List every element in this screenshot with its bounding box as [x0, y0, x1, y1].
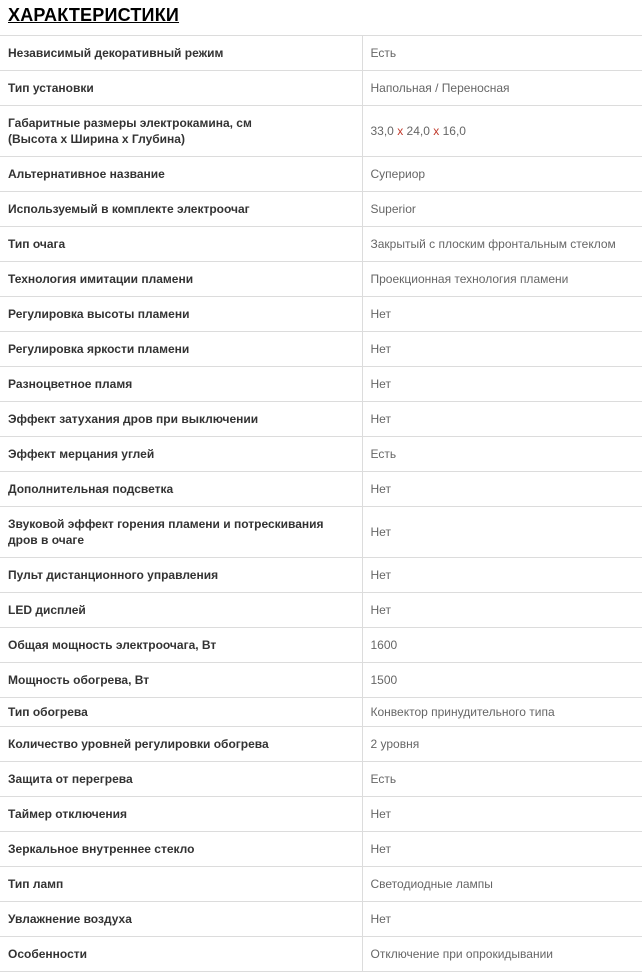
spec-row	[0, 437, 642, 472]
spec-name: Эффект мерцания углей	[0, 437, 362, 472]
spec-value: Нет	[362, 832, 642, 867]
spec-value: Напольная / Переносная	[362, 71, 642, 106]
spec-name: Увлажнение воздуха	[0, 902, 362, 937]
spec-name: Защита от перегрева	[0, 762, 362, 797]
spec-name: Зеркальное внутреннее стекло	[0, 832, 362, 867]
spec-name: Тип ламп	[0, 867, 362, 902]
spec-name: Регулировка яркости пламени	[0, 332, 362, 367]
spec-row	[0, 227, 642, 262]
spec-name-line-1: Габаритные размеры электрокамина, см	[8, 116, 252, 130]
spec-row	[0, 507, 642, 558]
spec-name: Таймер отключения	[0, 797, 362, 832]
spec-name: Особенности	[0, 937, 362, 972]
spec-name: Пульт дистанционного управления	[0, 558, 362, 593]
spec-name: Технология имитации пламени	[0, 262, 362, 297]
spec-row	[0, 192, 642, 227]
spec-value: Нет	[362, 507, 642, 558]
spec-value: Есть	[362, 762, 642, 797]
dim-separator: x	[397, 124, 404, 138]
spec-row	[0, 902, 642, 937]
spec-value: Нет	[362, 558, 642, 593]
spec-value: Нет	[362, 297, 642, 332]
spec-value: Есть	[362, 36, 642, 71]
spec-name: Независимый декоративный режим	[0, 36, 362, 71]
spec-row	[0, 762, 642, 797]
spec-value: Нет	[362, 902, 642, 937]
spec-value: Закрытый с плоским фронтальным стеклом	[362, 227, 642, 262]
spec-row	[0, 727, 642, 762]
spec-name-line-1: Звуковой эффект горения пламени и потрескивания	[8, 517, 324, 531]
spec-name: Альтернативное название	[0, 157, 362, 192]
spec-row	[0, 472, 642, 507]
spec-value: Нет	[362, 367, 642, 402]
spec-row	[0, 867, 642, 902]
spec-name-line-2: дров в очаге	[8, 533, 85, 547]
spec-row	[0, 332, 642, 367]
spec-value-dimensions	[362, 106, 642, 157]
spec-row	[0, 593, 642, 628]
spec-value: Отключение при опрокидывании	[362, 937, 642, 972]
spec-value: Супериор	[362, 157, 642, 192]
spec-row	[0, 71, 642, 106]
spec-row	[0, 36, 642, 71]
spec-name-line-2: (Высота x Ширина x Глубина)	[8, 132, 185, 146]
spec-row	[0, 628, 642, 663]
spec-name: Тип обогрева	[0, 698, 362, 727]
spec-name	[0, 106, 362, 157]
dim-width: 24,0	[406, 124, 430, 138]
spec-row	[0, 367, 642, 402]
dim-separator: x	[433, 124, 440, 138]
spec-value: Нет	[362, 593, 642, 628]
spec-value: Конвектор принудительного типа	[362, 698, 642, 727]
specs-table	[0, 35, 642, 972]
spec-value: Нет	[362, 402, 642, 437]
spec-row	[0, 797, 642, 832]
spec-name	[0, 507, 362, 558]
spec-name: Мощность обогрева, Вт	[0, 663, 362, 698]
spec-row	[0, 402, 642, 437]
spec-name: Общая мощность электроочага, Вт	[0, 628, 362, 663]
spec-row	[0, 106, 642, 157]
spec-row	[0, 698, 642, 727]
spec-value: 1600	[362, 628, 642, 663]
spec-name: Тип очага	[0, 227, 362, 262]
spec-name: Разноцветное пламя	[0, 367, 362, 402]
spec-name: Используемый в комплекте электроочаг	[0, 192, 362, 227]
spec-row	[0, 262, 642, 297]
spec-row	[0, 937, 642, 972]
spec-name: Дополнительная подсветка	[0, 472, 362, 507]
section-title: ХАРАКТЕРИСТИКИ	[8, 5, 180, 25]
spec-name: Тип установки	[0, 71, 362, 106]
spec-row	[0, 663, 642, 698]
dim-depth: 16,0	[442, 124, 466, 138]
spec-name: Эффект затухания дров при выключении	[0, 402, 362, 437]
spec-value: 2 уровня	[362, 727, 642, 762]
spec-value: Есть	[362, 437, 642, 472]
spec-value: 1500	[362, 663, 642, 698]
spec-value: Нет	[362, 797, 642, 832]
spec-row	[0, 558, 642, 593]
spec-value: Светодиодные лампы	[362, 867, 642, 902]
spec-value: Нет	[362, 472, 642, 507]
spec-value: Superior	[362, 192, 642, 227]
spec-value: Проекционная технология пламени	[362, 262, 642, 297]
spec-name: Количество уровней регулировки обогрева	[0, 727, 362, 762]
spec-row	[0, 297, 642, 332]
spec-name: LED дисплей	[0, 593, 362, 628]
spec-row	[0, 832, 642, 867]
spec-name: Регулировка высоты пламени	[0, 297, 362, 332]
dim-height: 33,0	[370, 124, 394, 138]
spec-row	[0, 157, 642, 192]
spec-value: Нет	[362, 332, 642, 367]
